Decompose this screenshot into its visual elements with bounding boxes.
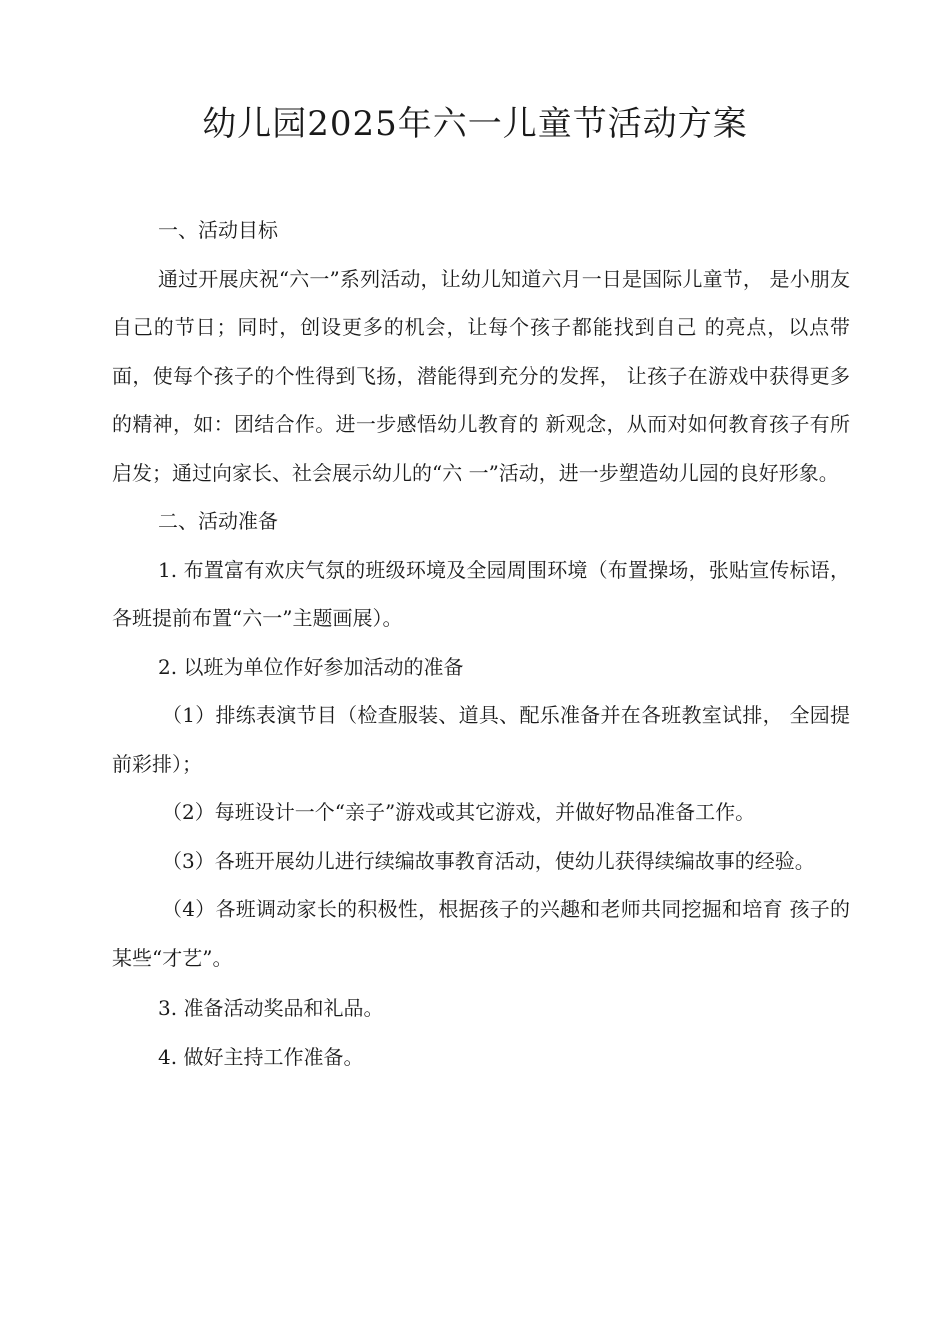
section-heading-goals: 一、活动目标 xyxy=(158,218,278,242)
prep-item-2: 2. 以班为单位作好参加活动的准备 xyxy=(158,654,464,679)
document-body xyxy=(112,206,850,1081)
prep-subitem-3: （3）各班开展幼儿进行续编故事教育活动，使幼儿获得续编故事的经验。 xyxy=(162,848,815,873)
section-heading-preparation: 二、活动准备 xyxy=(158,509,278,533)
prep-item-1: 1. 布置富有欢庆气氛的班级环境及全园周围环境（布置操场，张贴宣传标语，各班提前布置“六一”主题画展）。 xyxy=(112,557,850,630)
prep-item-3: 3. 准备活动奖品和礼品。 xyxy=(158,996,384,1020)
prep-subitem-1: （1）排练表演节目（检查服装、道具、配乐准备并在各班教室试排， 全园提前彩排）； xyxy=(112,703,850,776)
prep-item-4: 4. 做好主持工作准备。 xyxy=(158,1044,364,1069)
document-title: 幼儿园2025年六一儿童节活动方案 xyxy=(202,104,748,144)
prep-subitem-2: （2）每班设计一个“亲子”游戏或其它游戏，并做好物品准备工作。 xyxy=(162,800,756,824)
prep-subitem-4: （4）各班调动家长的积极性，根据孩子的兴趣和老师共同挖掘和培育 孩子的某些“才艺”。 xyxy=(112,897,850,970)
goals-paragraph: 通过开展庆祝“六一”系列活动，让幼儿知道六月一日是国际儿童节， 是小朋友自己的节日；同时，创设更多的机会，让每个孩子都能找到自己 的亮点，以点带面，使每个孩子的个性得到飞扬，潜能得到充分的发挥， 让孩子在游戏中获得更多的精神，如：团结合作。进一步感悟幼儿教育的 新观念，从而对如何教育孩子有所启发；通过向家长、社会展示幼儿的“六 一”活动，进一步塑造幼儿园的良好形象。 xyxy=(112,266,850,485)
